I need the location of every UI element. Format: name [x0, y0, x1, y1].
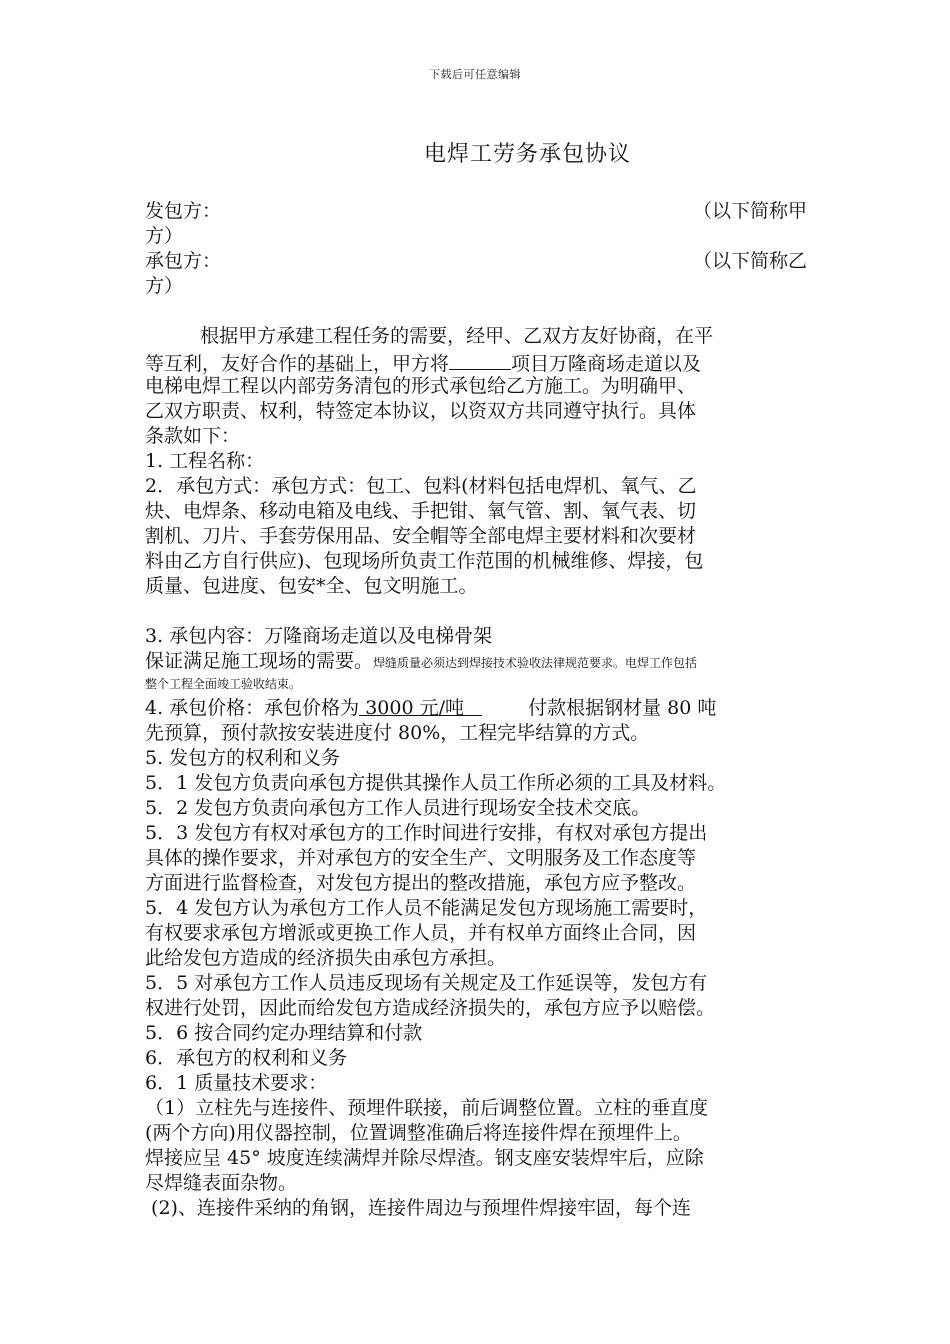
- section-3-line-2b: 焊缝质量必须达到焊接技术验收法律规范要求。电焊工作包括: [373, 656, 698, 670]
- section-2-line-3: 割机、刀片、手套劳保用品、安全帽等全部电焊主要材料和次要材: [145, 525, 697, 547]
- section-3-line-1: 3. 承包内容：万隆商场走道以及电梯骨架: [145, 625, 493, 647]
- section-6-para-2-line-1: (2)、连接件采纳的角钢，连接件周边与预埋件焊接牢固，每个连: [145, 1197, 691, 1219]
- section-2-line-4: 料由乙方自行供应)、包现场所负责工作范围的机械维修、焊接，包: [145, 550, 704, 572]
- section-5-item-2: 5．2 发包方负责向承包方工作人员进行现场安全技术交底。: [145, 797, 651, 819]
- section-5-item-4-line-1: 5．4 发包方认为承包方工作人员不能满足发包方现场施工需要时，: [145, 897, 708, 919]
- party-a-label: 发包方：: [145, 200, 222, 222]
- section-5-item-4-line-2: 有权要求承包方增派或更换工作人员，并有权单方面终止合同，因: [145, 922, 697, 944]
- intro-line-3: 电梯电焊工程以内部劳务清包的形式承包给乙方施工。为明确甲、: [145, 375, 697, 397]
- party-a-note: （以下简称甲: [692, 200, 807, 222]
- section-2-line-2: 炔、电焊条、移动电箱及电线、手把钳、氧气管、割、氧气表、切: [145, 500, 697, 522]
- section-1: 1. 工程名称：: [145, 450, 265, 472]
- section-5-item-3-line-2: 具体的操作要求，并对承包方的安全生产、文明服务及工作态度等: [145, 847, 697, 869]
- header-note: 下载后可任意编辑: [429, 68, 521, 81]
- intro-line-2: [145, 349, 807, 374]
- party-b-label: 承包方：: [145, 250, 222, 272]
- section-2-line-5: 质量、包进度、包安*全、包文明施工。: [145, 575, 478, 597]
- section-5-item-6: 5．6 按合同约定办理结算和付款: [145, 1022, 423, 1044]
- document-body: [145, 199, 807, 1221]
- section-6-item-1: 6．1 质量技术要求：: [145, 1072, 328, 1094]
- project-blank: [449, 349, 511, 370]
- party-a-line: [145, 199, 807, 224]
- intro-line-2b: 项目万隆商场走道以及: [511, 353, 702, 375]
- section-2-line-1: 2．承包方式：承包方式：包工、包料(材料包括电焊机、氧气、乙: [145, 475, 697, 497]
- intro-line-2a: 等互利，友好合作的基础上，甲方将: [145, 353, 450, 375]
- document-title: 电焊工劳务承包协议: [423, 142, 631, 167]
- intro-line-5: 条款如下：: [145, 425, 241, 447]
- section-6-para-1-line-3: 焊接应呈 45° 坡度连续满焊并除尽焊渣。钢支座安装焊牢后，应除: [145, 1147, 704, 1169]
- section-5-heading: 5. 发包方的权利和义务: [145, 747, 341, 769]
- section-5-item-5-line-2: 权进行处罚，因此而给发包方造成经济损失的，承包方应予以赔偿。: [145, 997, 716, 1019]
- section-4-line-1a: 4. 承包价格：承包价格为: [145, 697, 360, 719]
- section-3-line-2a: 保证满足施工现场的需要。: [145, 650, 374, 672]
- section-4-line-1: [145, 696, 807, 721]
- section-3-line-3: 整个工程全面竣工验收结束。: [145, 677, 302, 691]
- section-5-item-3-line-1: 5．3 发包方有权对承包方的工作时间进行安排，有权对承包方提出: [145, 822, 708, 844]
- party-b-cont: 方）: [145, 275, 184, 297]
- section-4-line-2: 先预算，预付款按安装进度付 80%，工程完毕结算的方式。: [145, 722, 650, 744]
- party-a-cont: 方）: [145, 225, 184, 247]
- section-6-para-1-line-4: 尽焊缝表面杂物。: [145, 1172, 298, 1194]
- section-6-heading: 6．承包方的权利和义务: [145, 1047, 348, 1069]
- intro-line-4: 乙双方职责、权利，特签定本协议，以资双方共同遵守执行。具体: [145, 400, 697, 422]
- section-6-para-1-line-1: （1）立柱先与连接件、预埋件联接，前后调整位置。立柱的垂直度: [145, 1097, 709, 1119]
- section-5-item-3-line-3: 方面进行监督检查，对发包方提出的整改措施，承包方应予整改。: [145, 872, 697, 894]
- section-3-line-2: [145, 649, 807, 674]
- party-b-line: [145, 249, 807, 274]
- section-5-item-4-line-3: 此给发包方造成的经济损失由承包方承担。: [145, 947, 507, 969]
- intro-line-1: 根据甲方承建工程任务的需要，经甲、乙双方友好协商，在平: [200, 325, 714, 347]
- section-6-para-1-line-2: (两个方向)用仪器控制，位置调整准确后将连接件焊在预埋件上。: [145, 1122, 692, 1144]
- section-4-line-1b: 付款根据钢材量 80 吨: [528, 697, 717, 719]
- section-5-item-1: 5．1 发包方负责向承包方提供其操作人员工作所必须的工具及材料。: [145, 772, 727, 794]
- section-5-item-5-line-1: 5．5 对承包方工作人员违反现场有关规定及工作延误等，发包方有: [145, 972, 708, 994]
- contract-price: 3000 元/吨: [359, 697, 483, 719]
- party-b-note: （以下简称乙: [692, 250, 807, 272]
